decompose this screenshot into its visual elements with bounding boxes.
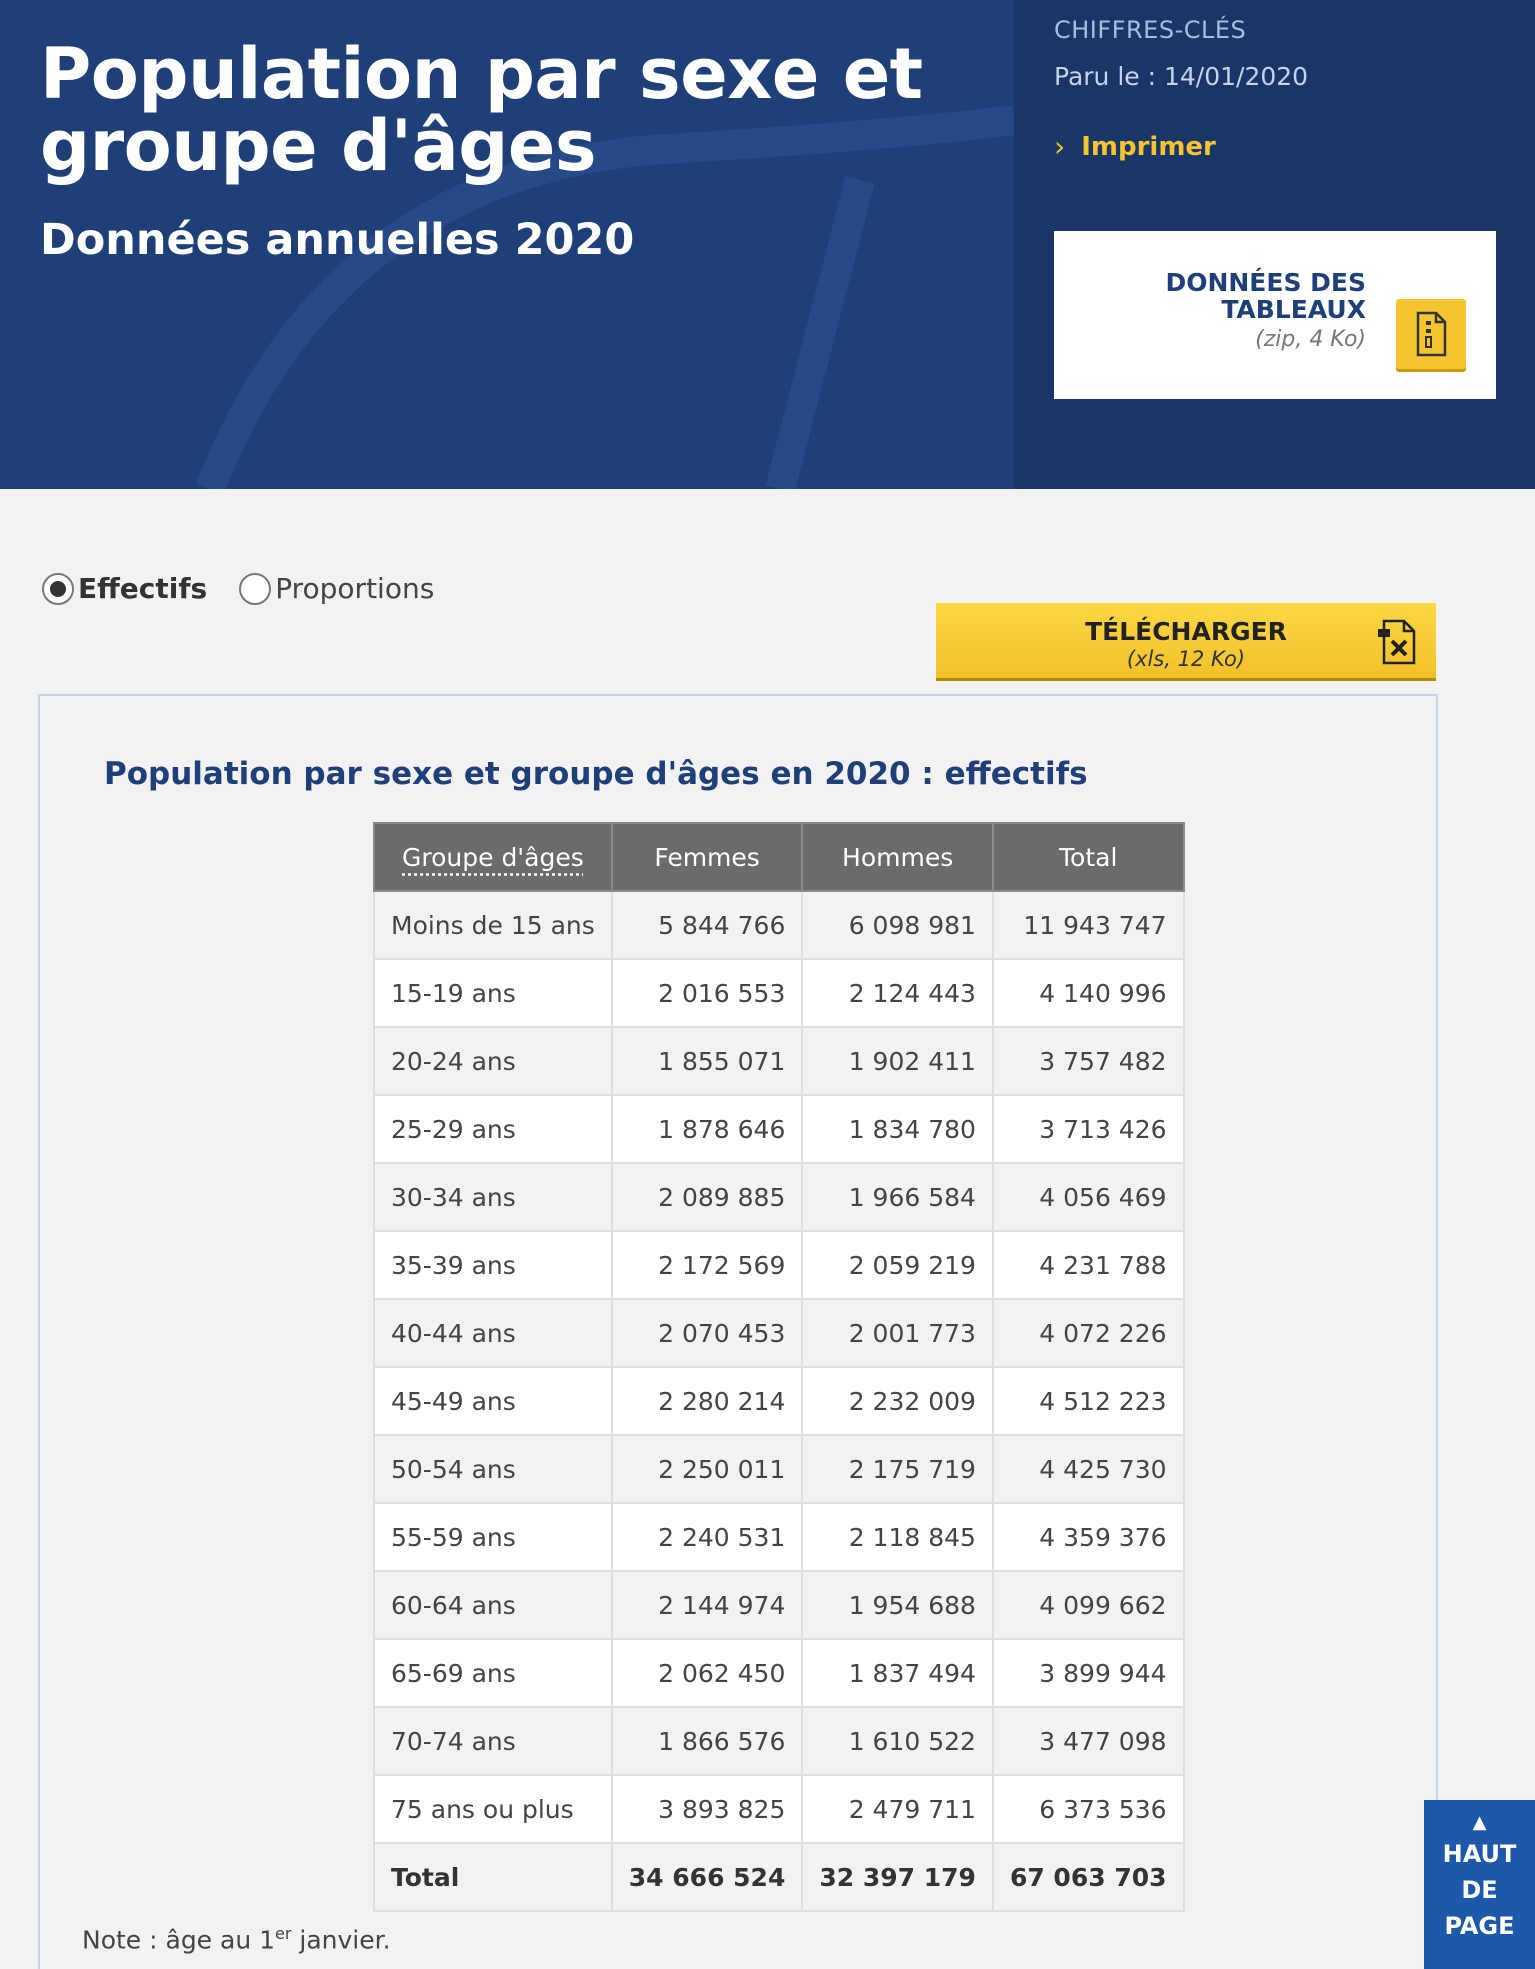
cell-men: 2 118 845 <box>802 1503 993 1571</box>
cell-women: 5 844 766 <box>612 891 803 959</box>
radio-effectifs-label: Effectifs <box>78 572 208 605</box>
cell-total: 4 512 223 <box>993 1367 1184 1435</box>
view-toggle <box>42 572 466 605</box>
chevron-right-icon: › <box>1054 130 1066 163</box>
cell-men: 2 124 443 <box>802 959 993 1027</box>
note-suffix: janvier. <box>291 1925 391 1955</box>
cell-total: 3 477 098 <box>993 1707 1184 1775</box>
cell-men: 1 966 584 <box>802 1163 993 1231</box>
cell-women: 2 089 885 <box>612 1163 803 1231</box>
table-row <box>374 1707 1184 1775</box>
cell-women: 1 866 576 <box>612 1707 803 1775</box>
data-tables-download[interactable] <box>1054 231 1496 399</box>
cell-women: 2 250 011 <box>612 1435 803 1503</box>
zip-file-icon <box>1396 299 1466 369</box>
cell-women: 2 070 453 <box>612 1299 803 1367</box>
cell-women: 2 144 974 <box>612 1571 803 1639</box>
radio-unselected-icon[interactable] <box>239 573 271 605</box>
table-note <box>82 1924 391 1954</box>
page-title: Population par sexe et groupe d'âges <box>40 33 923 187</box>
note-superscript: er <box>275 1924 292 1943</box>
cell-men: 1 837 494 <box>802 1639 993 1707</box>
table-row <box>374 1027 1184 1095</box>
cell-men: 2 059 219 <box>802 1231 993 1299</box>
cell-women: 2 240 531 <box>612 1503 803 1571</box>
cell-men: 2 175 719 <box>802 1435 993 1503</box>
download-label: TÉLÉCHARGER <box>1085 617 1287 646</box>
cell-women: 2 172 569 <box>612 1231 803 1299</box>
cell-age-group: 20-24 ans <box>374 1027 612 1095</box>
table-row <box>374 1231 1184 1299</box>
cell-total: 4 359 376 <box>993 1503 1184 1571</box>
cell-total: 4 056 469 <box>993 1163 1184 1231</box>
cell-age-group: 15-19 ans <box>374 959 612 1027</box>
cell-total: 4 425 730 <box>993 1435 1184 1503</box>
table-card <box>38 694 1438 1969</box>
cell-women: 1 855 071 <box>612 1027 803 1095</box>
header-men: Hommes <box>802 823 993 891</box>
table-total-row <box>374 1843 1184 1911</box>
table-row <box>374 1571 1184 1639</box>
download-xls-button[interactable] <box>936 603 1436 681</box>
cell-women: 2 280 214 <box>612 1367 803 1435</box>
table-row <box>374 1503 1184 1571</box>
cell-age-group: 40-44 ans <box>374 1299 612 1367</box>
page-header <box>0 0 1535 489</box>
print-label: Imprimer <box>1081 131 1216 162</box>
cell-total: 4 072 226 <box>993 1299 1184 1367</box>
cell-women: 2 062 450 <box>612 1639 803 1707</box>
cell-age-group: 70-74 ans <box>374 1707 612 1775</box>
table-row <box>374 1095 1184 1163</box>
download-meta: (xls, 12 Ko) <box>1126 647 1246 671</box>
cell-total: 4 099 662 <box>993 1571 1184 1639</box>
page-subtitle: Données annuelles 2020 <box>40 215 635 265</box>
table-row <box>374 1639 1184 1707</box>
cell-men: 1 610 522 <box>802 1707 993 1775</box>
table-row <box>374 959 1184 1027</box>
cell-age-group: 65-69 ans <box>374 1639 612 1707</box>
cell-men: 1 954 688 <box>802 1571 993 1639</box>
header-total: Total <box>993 823 1184 891</box>
cell-men: 1 834 780 <box>802 1095 993 1163</box>
cell-total: 6 373 536 <box>993 1775 1184 1843</box>
print-link[interactable] <box>1054 130 1216 163</box>
table-row <box>374 1435 1184 1503</box>
xls-file-icon <box>1376 617 1422 667</box>
radio-proportions-label: Proportions <box>275 572 435 605</box>
cell-men: 6 098 981 <box>802 891 993 959</box>
table-row <box>374 891 1184 959</box>
table-row <box>374 1299 1184 1367</box>
cell-men: 2 232 009 <box>802 1367 993 1435</box>
cell-age-group: 55-59 ans <box>374 1503 612 1571</box>
cell-men: 1 902 411 <box>802 1027 993 1095</box>
publication-category: CHIFFRES-CLÉS <box>1054 16 1247 44</box>
cell-women: 1 878 646 <box>612 1095 803 1163</box>
table-row <box>374 1775 1184 1843</box>
cell-total: 3 713 426 <box>993 1095 1184 1163</box>
radio-proportions[interactable] <box>239 572 434 605</box>
cell-men: 2 001 773 <box>802 1299 993 1367</box>
cell-women: 3 893 825 <box>612 1775 803 1843</box>
chevron-up-icon: ▲ <box>1472 1812 1487 1833</box>
population-table <box>373 822 1185 1912</box>
total-cell-total: 67 063 703 <box>993 1843 1184 1911</box>
publication-date: Paru le : 14/01/2020 <box>1054 62 1309 91</box>
cell-age-group: 35-39 ans <box>374 1231 612 1299</box>
table-row <box>374 1163 1184 1231</box>
back-to-top-line3: PAGE <box>1444 1912 1515 1940</box>
back-to-top-line2: DE <box>1461 1876 1498 1904</box>
cell-total: 3 899 944 <box>993 1639 1184 1707</box>
back-to-top-button[interactable] <box>1424 1800 1535 1969</box>
cell-total: 11 943 747 <box>993 891 1184 959</box>
note-prefix: Note : âge au 1 <box>82 1925 276 1955</box>
total-cell-age-group: Total <box>374 1843 612 1911</box>
radio-effectifs[interactable] <box>42 572 207 605</box>
table-header-row <box>374 823 1184 891</box>
cell-women: 2 016 553 <box>612 959 803 1027</box>
data-tables-title: DONNÉES DES TABLEAUX <box>1165 268 1366 324</box>
cell-age-group: 50-54 ans <box>374 1435 612 1503</box>
cell-men: 2 479 711 <box>802 1775 993 1843</box>
data-tables-meta: (zip, 4 Ko) <box>1255 327 1366 352</box>
cell-age-group: 60-64 ans <box>374 1571 612 1639</box>
back-to-top-line1: HAUT <box>1442 1840 1517 1868</box>
cell-age-group: Moins de 15 ans <box>374 891 612 959</box>
table-title: Population par sexe et groupe d'âges en 2020 : effectifs <box>104 756 1088 792</box>
total-cell-women: 34 666 524 <box>612 1843 803 1911</box>
cell-total: 4 140 996 <box>993 959 1184 1027</box>
header-age-group: Groupe d'âges <box>374 823 612 891</box>
total-cell-men: 32 397 179 <box>802 1843 993 1911</box>
cell-age-group: 45-49 ans <box>374 1367 612 1435</box>
cell-age-group: 25-29 ans <box>374 1095 612 1163</box>
cell-age-group: 75 ans ou plus <box>374 1775 612 1843</box>
table-body <box>374 891 1184 1911</box>
cell-age-group: 30-34 ans <box>374 1163 612 1231</box>
cell-total: 4 231 788 <box>993 1231 1184 1299</box>
radio-selected-icon[interactable] <box>42 573 74 605</box>
cell-total: 3 757 482 <box>993 1027 1184 1095</box>
table-row <box>374 1367 1184 1435</box>
header-women: Femmes <box>612 823 803 891</box>
